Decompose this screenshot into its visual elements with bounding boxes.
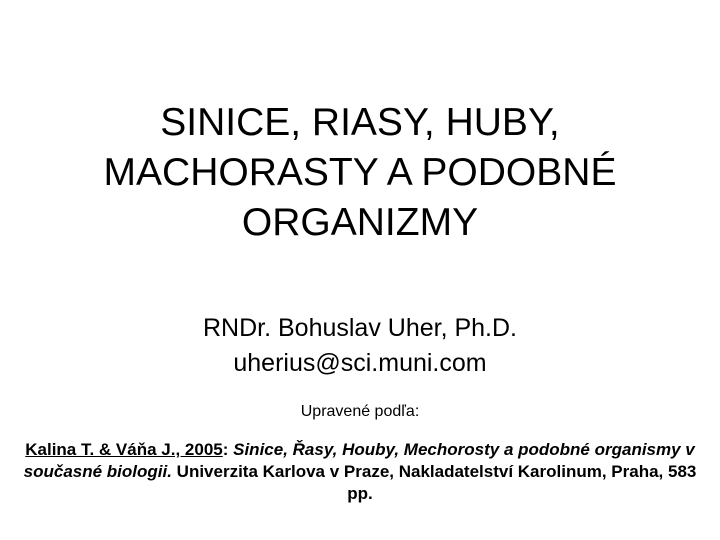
- slide-title: [20, 98, 700, 248]
- title-line-1: SINICE, RIASY, HUBY,: [160, 101, 560, 144]
- adapted-from-label: Upravené podľa:: [300, 403, 420, 420]
- reference-citation: [20, 439, 700, 505]
- reference-colon: :: [222, 440, 234, 459]
- reference-authors[interactable]: Kalina T. & Váňa J., 2005: [25, 440, 223, 459]
- reference-publisher: Univerzita Karlova v Praze, Nakladatelství Karolinum, Praha, 583 pp.: [171, 462, 697, 503]
- author-block: [60, 311, 660, 381]
- title-line-3: ORGANIZMY: [241, 201, 479, 244]
- title-line-2: MACHORASTY A PODOBNÉ: [103, 151, 617, 194]
- author-name: RNDr. Bohuslav Uher, Ph.D.: [202, 314, 517, 342]
- reference-title: Sinice, Řasy, Houby, Mechorosty a podobné organismy v současné biologii.: [23, 440, 695, 481]
- author-email: uherius@sci.muni.com: [233, 349, 487, 377]
